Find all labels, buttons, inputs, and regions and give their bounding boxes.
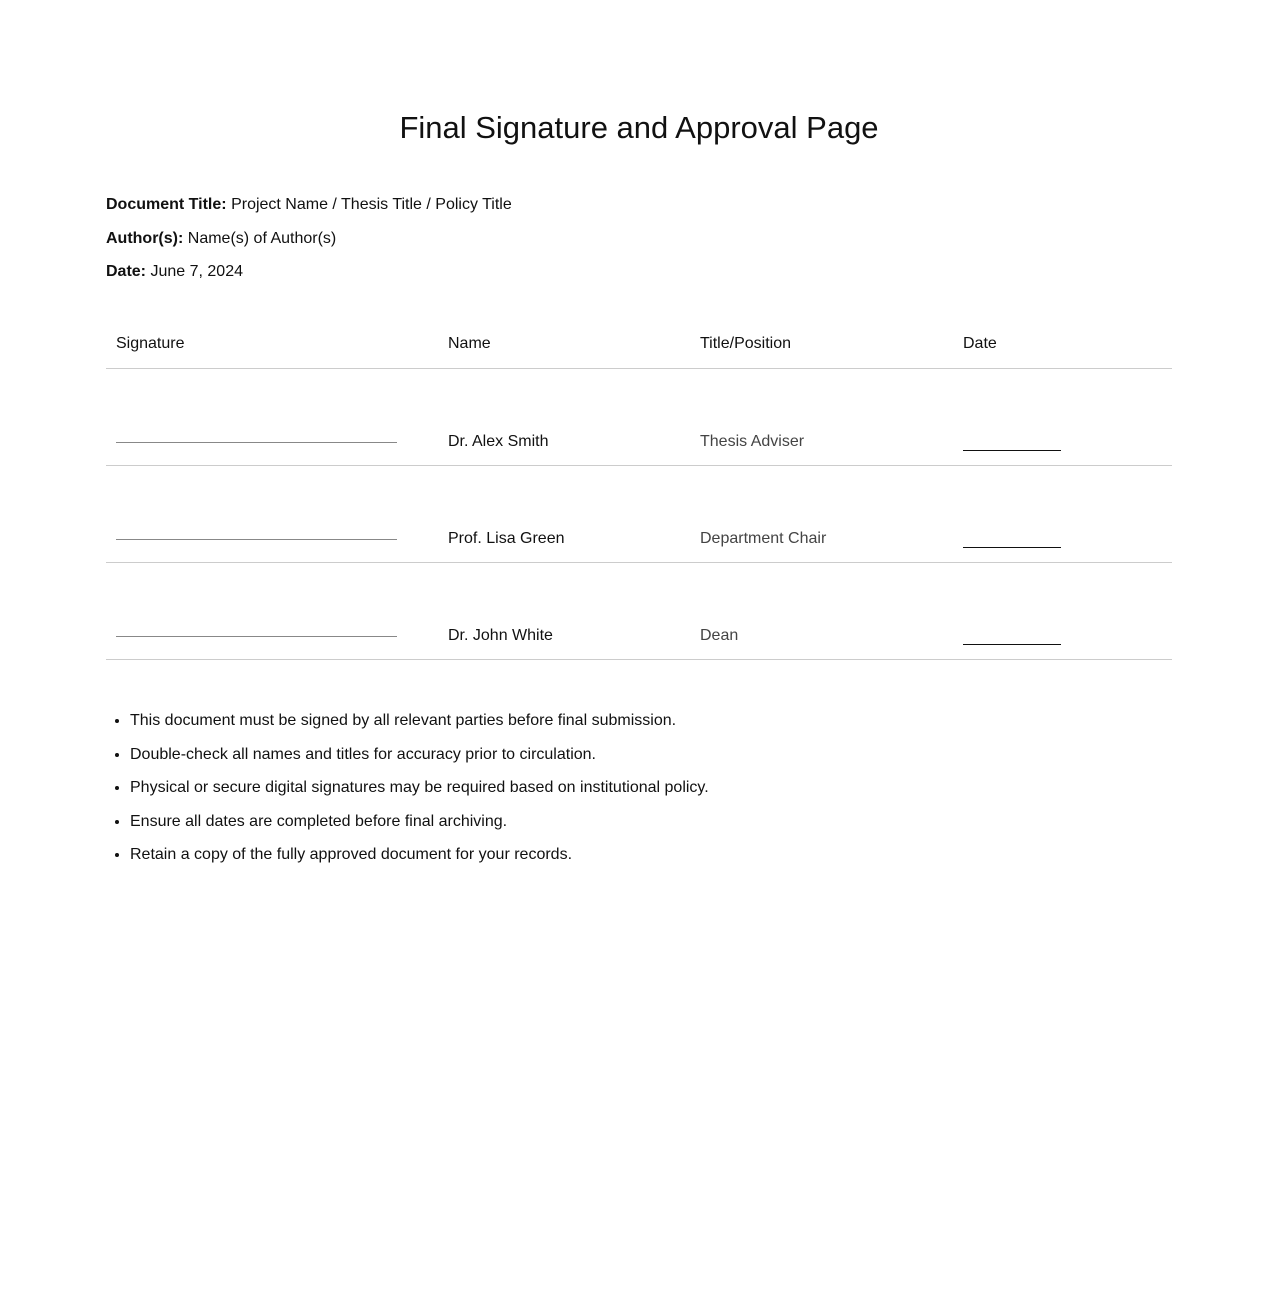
header-title-position: Title/Position (690, 320, 953, 369)
authors-label: Author(s): (106, 229, 184, 247)
document-meta (106, 194, 512, 295)
header-name: Name (438, 320, 690, 369)
signer-name: Dr. John White (438, 563, 690, 660)
signature-table (106, 320, 1172, 660)
signature-cell[interactable] (106, 563, 438, 660)
meta-authors (106, 228, 512, 262)
meta-date (106, 261, 512, 295)
meta-document-title (106, 194, 512, 228)
date-cell[interactable] (953, 563, 1172, 660)
date-line[interactable] (963, 450, 1061, 451)
table-row (106, 369, 1172, 466)
signature-cell[interactable] (106, 369, 438, 466)
date-value: June 7, 2024 (150, 263, 243, 280)
list-item: • Physical or secure digital signatures may be required based on institutional policy. (130, 777, 709, 811)
signer-title: Dean (690, 563, 953, 660)
authors-value: Name(s) of Author(s) (187, 229, 337, 247)
signature-line[interactable] (116, 539, 397, 540)
date-cell[interactable] (953, 466, 1172, 563)
table-row (106, 466, 1172, 563)
notes-list (106, 710, 709, 878)
date-cell[interactable] (953, 369, 1172, 466)
signer-name: Prof. Lisa Green (438, 466, 690, 563)
date-line[interactable] (963, 547, 1061, 548)
signature-line[interactable] (116, 442, 397, 443)
date-line[interactable] (963, 644, 1061, 645)
header-date: Date (953, 320, 1172, 369)
date-label: Date: (106, 263, 147, 280)
list-item: • Ensure all dates are completed before final archiving. (130, 811, 709, 845)
list-item: • This document must be signed by all relevant parties before final submission. (130, 710, 709, 744)
signer-title: Thesis Adviser (690, 369, 953, 466)
signer-title: Department Chair (690, 466, 953, 563)
document-title-label: Document Title: (106, 196, 227, 213)
table-header-row (106, 320, 1172, 369)
list-item: • Double-check all names and titles for accuracy prior to circulation. (130, 744, 709, 778)
page-title: Final Signature and Approval Page (399, 110, 879, 145)
table-row (106, 563, 1172, 660)
signature-cell[interactable] (106, 466, 438, 563)
list-item: • Retain a copy of the fully approved document for your records. (130, 844, 709, 878)
header-signature: Signature (106, 320, 438, 369)
signer-name: Dr. Alex Smith (438, 369, 690, 466)
signature-line[interactable] (116, 636, 397, 637)
document-title-value: Project Name / Thesis Title / Policy Title (231, 196, 512, 213)
